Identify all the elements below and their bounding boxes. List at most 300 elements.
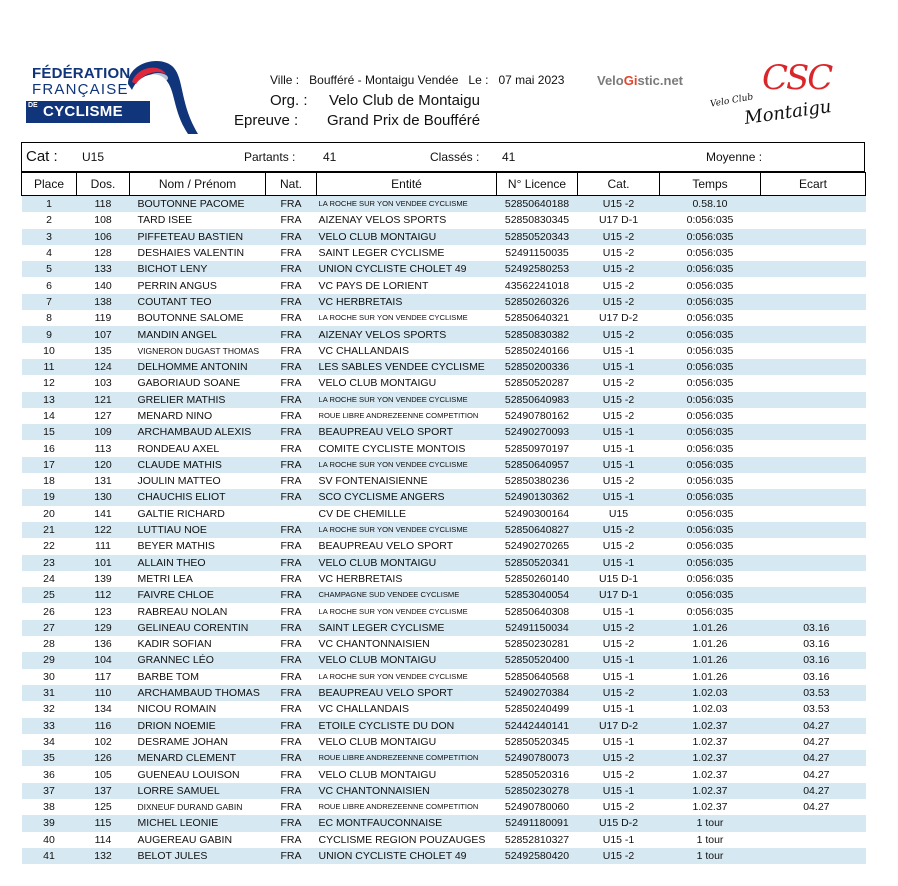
table-row bbox=[22, 538, 866, 554]
cell-ecart bbox=[761, 261, 866, 277]
table-row bbox=[22, 783, 866, 799]
cell-temps: 0:056:035 bbox=[686, 214, 734, 227]
cell-nat: FRA bbox=[280, 442, 302, 455]
epreuve-value: Grand Prix de Boufféré bbox=[327, 112, 481, 129]
cell-nom: BOUTONNE SALOME bbox=[137, 312, 244, 325]
cell-cat: U15 bbox=[608, 507, 629, 520]
cell-ecart bbox=[761, 440, 866, 456]
cell-cat: U15 -2 bbox=[578, 326, 660, 342]
cell-dossard: 105 bbox=[94, 768, 112, 781]
cell-entite: LES SABLES VENDEE CYCLISME bbox=[317, 359, 497, 375]
cell-nom: ARCHAMBAUD ALEXIS bbox=[130, 424, 266, 440]
cell-place: 10 bbox=[43, 344, 55, 357]
cell-entite: VC HERBRETAIS bbox=[317, 294, 497, 310]
cell-licence: 52850380236 bbox=[504, 475, 570, 488]
table-row bbox=[22, 718, 866, 734]
cell-cat: U15 -2 bbox=[602, 247, 635, 260]
cat-value: U15 bbox=[82, 150, 105, 164]
cell-ecart: 03.16 bbox=[803, 638, 830, 651]
cell-ecart bbox=[761, 506, 866, 522]
cell-place: 36 bbox=[43, 768, 55, 781]
cell-cat: U15 -2 bbox=[602, 638, 635, 651]
cell-ecart bbox=[761, 424, 866, 440]
table-row bbox=[22, 196, 866, 213]
cell-nat bbox=[266, 506, 317, 522]
cell-licence: 52491150034 bbox=[497, 620, 578, 636]
org-label: Org. : bbox=[270, 92, 308, 109]
table-row bbox=[22, 832, 866, 848]
cell-nat: FRA bbox=[266, 489, 317, 505]
cell-place: 30 bbox=[43, 670, 55, 683]
cell-place: 24 bbox=[43, 572, 55, 585]
cell-dossard: 113 bbox=[94, 442, 112, 455]
cell-nat: FRA bbox=[280, 344, 302, 357]
cell-nat: FRA bbox=[280, 768, 302, 781]
cell-place: 2 bbox=[46, 214, 52, 227]
cell-cat: U15 -2 bbox=[602, 377, 635, 390]
cell-entite: LA ROCHE SUR YON VENDEE CYCLISME bbox=[318, 313, 468, 323]
table-row bbox=[22, 734, 866, 750]
table-row bbox=[22, 766, 866, 782]
cell-entite: CHAMPAGNE SUD VENDEE CYCLISME bbox=[317, 587, 497, 603]
cell-place: 29 bbox=[22, 652, 77, 668]
cell-licence: 52490130362 bbox=[497, 489, 578, 505]
cell-temps: 0:056:035 bbox=[660, 326, 761, 342]
cell-nat: FRA bbox=[266, 750, 317, 766]
cell-entite: VC CHALLANDAIS bbox=[318, 703, 409, 716]
table-row bbox=[22, 506, 866, 522]
cell-dossard: 120 bbox=[77, 457, 130, 473]
table-row bbox=[22, 799, 866, 815]
table-row bbox=[22, 489, 866, 505]
cell-temps: 0:056:035 bbox=[686, 572, 734, 585]
cell-licence: 52853040054 bbox=[497, 587, 578, 603]
cell-nat: FRA bbox=[280, 735, 302, 748]
cell-ecart bbox=[761, 212, 866, 228]
cell-entite: BEAUPREAU VELO SPORT bbox=[317, 424, 497, 440]
col-header-cat: Cat. bbox=[578, 173, 660, 196]
cell-licence: 52491150035 bbox=[505, 247, 569, 260]
cell-dossard: 135 bbox=[94, 344, 112, 357]
cell-temps: 0:056:035 bbox=[686, 410, 734, 422]
cell-licence: 52850260326 bbox=[497, 294, 578, 310]
org-value: Velo Club de Montaigu bbox=[329, 92, 480, 109]
cell-entite: LA ROCHE SUR YON VENDEE CYCLISME bbox=[317, 457, 497, 473]
cell-entite: LA ROCHE SUR YON VENDEE CYCLISME bbox=[318, 671, 468, 681]
cell-nat: FRA bbox=[280, 410, 302, 422]
cell-dossard: 116 bbox=[77, 718, 130, 734]
cell-ecart: 04.27 bbox=[761, 783, 866, 799]
cell-ecart: 03.16 bbox=[803, 670, 830, 683]
cell-dossard: 118 bbox=[77, 196, 130, 213]
cell-temps: 0:056:035 bbox=[660, 294, 761, 310]
cell-ecart bbox=[761, 571, 866, 587]
cell-temps: 1.01.26 bbox=[660, 652, 761, 668]
table-row bbox=[22, 424, 866, 440]
cell-ecart: 04.27 bbox=[761, 718, 866, 734]
cell-place: 38 bbox=[43, 801, 55, 814]
cell-entite: CYCLISME REGION POUZAUGES bbox=[318, 833, 486, 846]
cell-licence: 52490270265 bbox=[504, 540, 570, 553]
cell-nat: FRA bbox=[266, 424, 317, 440]
cell-cat: U15 -1 bbox=[578, 359, 660, 375]
cell-temps: 0:056:035 bbox=[686, 442, 734, 455]
table-row bbox=[22, 555, 866, 571]
cell-dossard: 141 bbox=[94, 507, 112, 520]
cell-entite: UNION CYCLISTE CHOLET 49 bbox=[317, 848, 497, 864]
cell-place: 35 bbox=[22, 750, 77, 766]
cell-entite: EC MONTFAUCONNAISE bbox=[317, 815, 497, 831]
cell-dossard: 124 bbox=[77, 359, 130, 375]
epreuve-label: Epreuve : bbox=[234, 112, 299, 129]
partants-label: Partants : bbox=[244, 150, 296, 164]
cell-ecart bbox=[761, 375, 866, 391]
cell-ecart bbox=[761, 310, 866, 326]
table-row bbox=[22, 229, 866, 245]
cell-dossard: 125 bbox=[94, 801, 112, 814]
cell-ecart bbox=[761, 832, 866, 848]
table-row bbox=[22, 310, 866, 326]
cell-temps: 0:056:035 bbox=[660, 489, 761, 505]
cell-nom: JOULIN MATTEO bbox=[137, 475, 221, 488]
cell-licence: 52850520345 bbox=[504, 735, 570, 748]
cell-nom: BEYER MATHIS bbox=[137, 540, 215, 553]
table-row bbox=[22, 750, 866, 766]
cell-ecart bbox=[761, 196, 866, 213]
cell-dossard: 111 bbox=[95, 540, 111, 553]
cell-temps: 1.02.37 bbox=[692, 801, 728, 814]
ffc-logo-line1: FÉDÉRATION bbox=[32, 65, 131, 82]
cell-licence: 52490270093 bbox=[497, 424, 578, 440]
cell-ecart bbox=[761, 522, 866, 538]
cell-ecart: 04.27 bbox=[803, 801, 830, 814]
cell-licence: 52850640827 bbox=[497, 522, 578, 538]
cell-nat: FRA bbox=[266, 620, 317, 636]
cell-nom: VIGNERON DUGAST THOMAS bbox=[137, 345, 260, 356]
cell-licence: 52492580420 bbox=[497, 848, 578, 864]
table-row bbox=[22, 620, 866, 636]
table-row bbox=[22, 294, 866, 310]
cell-temps: 1.02.37 bbox=[692, 768, 728, 781]
cell-cat: U15 -1 bbox=[578, 783, 660, 799]
cell-ecart bbox=[761, 277, 866, 293]
cell-temps: 1.02.37 bbox=[692, 735, 728, 748]
cell-place: 22 bbox=[43, 540, 55, 553]
cell-dossard: 137 bbox=[77, 783, 130, 799]
cell-dossard: 136 bbox=[94, 638, 112, 651]
cell-dossard: 131 bbox=[94, 475, 112, 488]
cell-place: 28 bbox=[43, 638, 55, 651]
cat-label: Cat : bbox=[26, 148, 58, 165]
cell-entite: BEAUPREAU VELO SPORT bbox=[317, 685, 497, 701]
cell-entite: LA ROCHE SUR YON VENDEE CYCLISME bbox=[317, 522, 497, 538]
cell-nom: CLAUDE MATHIS bbox=[130, 457, 266, 473]
cell-cat: U15 -1 bbox=[602, 735, 635, 748]
cell-cat: U15 -1 bbox=[602, 442, 635, 455]
cell-licence: 43562241018 bbox=[504, 279, 570, 292]
cell-nat: FRA bbox=[280, 279, 302, 292]
cell-dossard: 123 bbox=[94, 605, 112, 618]
cell-cat: U17 D-2 bbox=[598, 312, 639, 325]
cell-nom: RONDEAU AXEL bbox=[137, 442, 220, 455]
cell-nom: GUENEAU LOUISON bbox=[137, 768, 240, 781]
cell-temps: 0:056:035 bbox=[686, 540, 734, 553]
col-header-ecart: Ecart bbox=[761, 173, 866, 196]
cell-nat: FRA bbox=[280, 572, 302, 585]
club-logo-script: Montaigu bbox=[742, 95, 833, 130]
cell-temps: 0:056:035 bbox=[660, 457, 761, 473]
cell-ecart: 03.53 bbox=[761, 685, 866, 701]
cell-entite: SAINT LEGER CYCLISME bbox=[318, 247, 445, 260]
cell-nom: MICHEL LEONIE bbox=[130, 815, 266, 831]
cell-place: 41 bbox=[22, 848, 77, 864]
cell-dossard: 109 bbox=[77, 424, 130, 440]
cell-licence: 52850520400 bbox=[497, 652, 578, 668]
cell-ecart bbox=[761, 555, 866, 571]
cell-temps: 0:056:035 bbox=[686, 377, 734, 390]
cell-temps: 0:056:035 bbox=[660, 229, 761, 245]
cell-dossard: 103 bbox=[94, 377, 112, 390]
cell-entite: AIZENAY VELOS SPORTS bbox=[317, 326, 497, 342]
partants-value: 41 bbox=[323, 150, 337, 164]
cell-place: 31 bbox=[22, 685, 77, 701]
cell-nat: FRA bbox=[266, 196, 317, 213]
cell-nat: FRA bbox=[266, 359, 317, 375]
table-row bbox=[22, 636, 866, 652]
cell-ecart bbox=[761, 603, 866, 619]
cell-ecart: 03.16 bbox=[761, 652, 866, 668]
cell-nat: FRA bbox=[266, 783, 317, 799]
cell-place: 39 bbox=[22, 815, 77, 831]
cell-dossard: 127 bbox=[94, 410, 112, 422]
cell-licence: 52850640321 bbox=[504, 312, 570, 325]
cell-temps: 0:056:035 bbox=[686, 605, 734, 618]
cell-nat: FRA bbox=[266, 261, 317, 277]
col-header-entite: Entité bbox=[317, 173, 497, 196]
col-header-licence: N° Licence bbox=[497, 173, 578, 196]
table-row bbox=[22, 522, 866, 538]
cell-nat: FRA bbox=[266, 522, 317, 538]
table-row bbox=[22, 685, 866, 701]
cell-ecart bbox=[761, 848, 866, 864]
cell-dossard: 101 bbox=[77, 555, 130, 571]
table-header-row bbox=[22, 173, 866, 196]
cell-entite: VC HERBRETAIS bbox=[318, 572, 403, 585]
cell-place: 27 bbox=[22, 620, 77, 636]
velogistic-part2: Gi bbox=[623, 73, 638, 88]
cell-nat: FRA bbox=[266, 652, 317, 668]
cell-dossard: 112 bbox=[77, 587, 130, 603]
cell-place: 9 bbox=[22, 326, 77, 342]
cell-licence: 52490780060 bbox=[504, 801, 570, 814]
cell-dossard: 130 bbox=[77, 489, 130, 505]
cell-nom: ARCHAMBAUD THOMAS bbox=[130, 685, 266, 701]
cell-cat: U15 -2 bbox=[602, 801, 635, 814]
cell-place: 17 bbox=[22, 457, 77, 473]
date-label: Le : bbox=[468, 73, 489, 87]
cell-ecart bbox=[761, 294, 866, 310]
cell-nat: FRA bbox=[266, 718, 317, 734]
cell-entite: VELO CLUB MONTAIGU bbox=[317, 652, 497, 668]
cell-temps: 1.02.37 bbox=[660, 783, 761, 799]
cell-dossard: 104 bbox=[77, 652, 130, 668]
cell-nom: MENARD CLEMENT bbox=[130, 750, 266, 766]
table-row bbox=[22, 652, 866, 668]
cell-temps: 0:056:035 bbox=[686, 475, 734, 488]
cell-dossard: 119 bbox=[94, 312, 112, 325]
cell-temps: 0:056:035 bbox=[660, 555, 761, 571]
cell-cat: U15 -1 bbox=[578, 457, 660, 473]
cell-entite: BEAUPREAU VELO SPORT bbox=[318, 540, 454, 553]
cell-nat: FRA bbox=[280, 833, 302, 846]
cell-place: 20 bbox=[43, 507, 55, 520]
cell-ecart bbox=[761, 408, 866, 424]
classes-value: 41 bbox=[502, 150, 516, 164]
cell-nom: LUTTIAU NOE bbox=[130, 522, 266, 538]
cell-nat: FRA bbox=[280, 377, 302, 390]
table-row bbox=[22, 277, 866, 293]
col-header-temps: Temps bbox=[660, 173, 761, 196]
cell-temps: 0:056:035 bbox=[660, 392, 761, 408]
cell-nom: DESRAME JOHAN bbox=[137, 735, 228, 748]
cell-nom: RABREAU NOLAN bbox=[137, 605, 228, 618]
table-row bbox=[22, 392, 866, 408]
cell-nom: GRELIER MATHIS bbox=[130, 392, 266, 408]
cell-nom: METRI LEA bbox=[137, 572, 193, 585]
cell-cat: U15 -1 bbox=[578, 555, 660, 571]
cell-licence: 52490270384 bbox=[497, 685, 578, 701]
cell-licence: 52492580253 bbox=[497, 261, 578, 277]
cell-place: 21 bbox=[22, 522, 77, 538]
cell-place: 1 bbox=[22, 196, 77, 213]
cell-cat: U15 -1 bbox=[602, 670, 635, 683]
cell-entite: VC CHALLANDAIS bbox=[318, 344, 409, 357]
ffc-swoosh-icon bbox=[118, 54, 200, 136]
cell-nom: PERRIN ANGUS bbox=[137, 279, 217, 292]
cell-licence: 52850520316 bbox=[504, 768, 570, 781]
ffc-logo-line2: FRANÇAISE bbox=[32, 81, 129, 98]
cell-licence: 52850640308 bbox=[504, 605, 570, 618]
cell-entite: CV DE CHEMILLE bbox=[318, 507, 407, 520]
cell-nat: FRA bbox=[280, 703, 302, 716]
cell-ecart bbox=[761, 343, 866, 359]
cell-licence: 52442440141 bbox=[497, 718, 578, 734]
cell-nat: FRA bbox=[266, 457, 317, 473]
cell-dossard: 126 bbox=[77, 750, 130, 766]
cell-licence: 52850520341 bbox=[497, 555, 578, 571]
cell-dossard: 108 bbox=[94, 214, 112, 227]
table-row bbox=[22, 261, 866, 277]
cell-entite: ROUE LIBRE ANDREZEENNE COMPETITION bbox=[318, 802, 479, 812]
cell-ecart bbox=[761, 473, 866, 489]
cell-cat: U15 -2 bbox=[578, 522, 660, 538]
cell-licence: 52850830345 bbox=[504, 214, 570, 227]
cell-temps: 0:056:035 bbox=[686, 507, 734, 520]
col-header-dossard: Dos. bbox=[77, 173, 130, 196]
cell-nom: DIXNEUF DURAND GABIN bbox=[137, 802, 243, 813]
cell-nat: FRA bbox=[266, 392, 317, 408]
cell-ecart bbox=[761, 245, 866, 261]
cell-dossard: 133 bbox=[77, 261, 130, 277]
col-header-nat: Nat. bbox=[266, 173, 317, 196]
cell-licence: 52850640568 bbox=[504, 670, 570, 683]
cell-cat: U15 -2 bbox=[578, 261, 660, 277]
cell-cat: U15 -2 bbox=[578, 848, 660, 864]
cell-nom: TARD ISEE bbox=[137, 214, 193, 227]
cell-nom: DRION NOEMIE bbox=[130, 718, 266, 734]
cell-place: 7 bbox=[22, 294, 77, 310]
club-logo-small: Velo Club bbox=[709, 92, 755, 110]
cell-nom: KADIR SOFIAN bbox=[137, 638, 212, 651]
cell-cat: U15 -2 bbox=[602, 279, 635, 292]
cell-nom: BELOT JULES bbox=[130, 848, 266, 864]
cell-cat: U15 -1 bbox=[578, 424, 660, 440]
cell-nat: FRA bbox=[266, 848, 317, 864]
cell-temps: 0.58.10 bbox=[660, 196, 761, 213]
cell-ecart: 04.27 bbox=[761, 750, 866, 766]
cell-nom: COUTANT TEO bbox=[130, 294, 266, 310]
cell-nat: FRA bbox=[266, 294, 317, 310]
table-row bbox=[22, 815, 866, 831]
cell-temps: 1.02.37 bbox=[660, 750, 761, 766]
cell-nat: FRA bbox=[266, 229, 317, 245]
cell-dossard: 102 bbox=[94, 735, 112, 748]
cell-cat: U15 -2 bbox=[578, 750, 660, 766]
cell-cat: U15 -2 bbox=[578, 392, 660, 408]
cell-nat: FRA bbox=[280, 247, 302, 260]
cell-dossard: 106 bbox=[77, 229, 130, 245]
cell-nom: ALLAIN THEO bbox=[130, 555, 266, 571]
cell-licence: 52490300164 bbox=[504, 507, 570, 520]
cell-place: 14 bbox=[43, 410, 55, 422]
cell-temps: 1 tour bbox=[660, 815, 761, 831]
ville-line bbox=[270, 73, 564, 87]
cell-nat: FRA bbox=[280, 605, 302, 618]
cell-cat: U15 -2 bbox=[602, 768, 635, 781]
cell-licence: 52850520343 bbox=[497, 229, 578, 245]
cell-cat: U15 -2 bbox=[578, 294, 660, 310]
cell-cat: U15 D-2 bbox=[578, 815, 660, 831]
table-row bbox=[22, 457, 866, 473]
cell-cat: U17 D-2 bbox=[578, 718, 660, 734]
cell-ecart bbox=[761, 489, 866, 505]
cell-licence: 52850640957 bbox=[497, 457, 578, 473]
cell-nat: FRA bbox=[280, 312, 302, 325]
velogistic-brand bbox=[597, 73, 683, 88]
cell-nat: FRA bbox=[266, 326, 317, 342]
cell-licence: 52850830382 bbox=[497, 326, 578, 342]
cell-dossard: 140 bbox=[94, 279, 112, 292]
cell-entite: ETOILE CYCLISTE DU DON bbox=[317, 718, 497, 734]
cell-cat: U17 D-1 bbox=[578, 587, 660, 603]
cell-entite: VELO CLUB MONTAIGU bbox=[317, 229, 497, 245]
cell-temps: 1.01.26 bbox=[660, 620, 761, 636]
cell-entite: SCO CYCLISME ANGERS bbox=[317, 489, 497, 505]
cell-temps: 1 tour bbox=[660, 848, 761, 864]
table-row bbox=[22, 571, 866, 587]
cell-licence: 52850240499 bbox=[504, 703, 570, 716]
table-row bbox=[22, 359, 866, 375]
cell-dossard: 132 bbox=[77, 848, 130, 864]
cell-place: 12 bbox=[43, 377, 55, 390]
cell-nat: FRA bbox=[266, 685, 317, 701]
cell-ecart bbox=[761, 587, 866, 603]
cell-cat: U15 -2 bbox=[602, 475, 635, 488]
cell-nom: BOUTONNE PACOME bbox=[130, 196, 266, 213]
cell-place: 37 bbox=[22, 783, 77, 799]
cell-nom: GABORIAUD SOANE bbox=[137, 377, 241, 390]
cell-nom: BICHOT LENY bbox=[130, 261, 266, 277]
